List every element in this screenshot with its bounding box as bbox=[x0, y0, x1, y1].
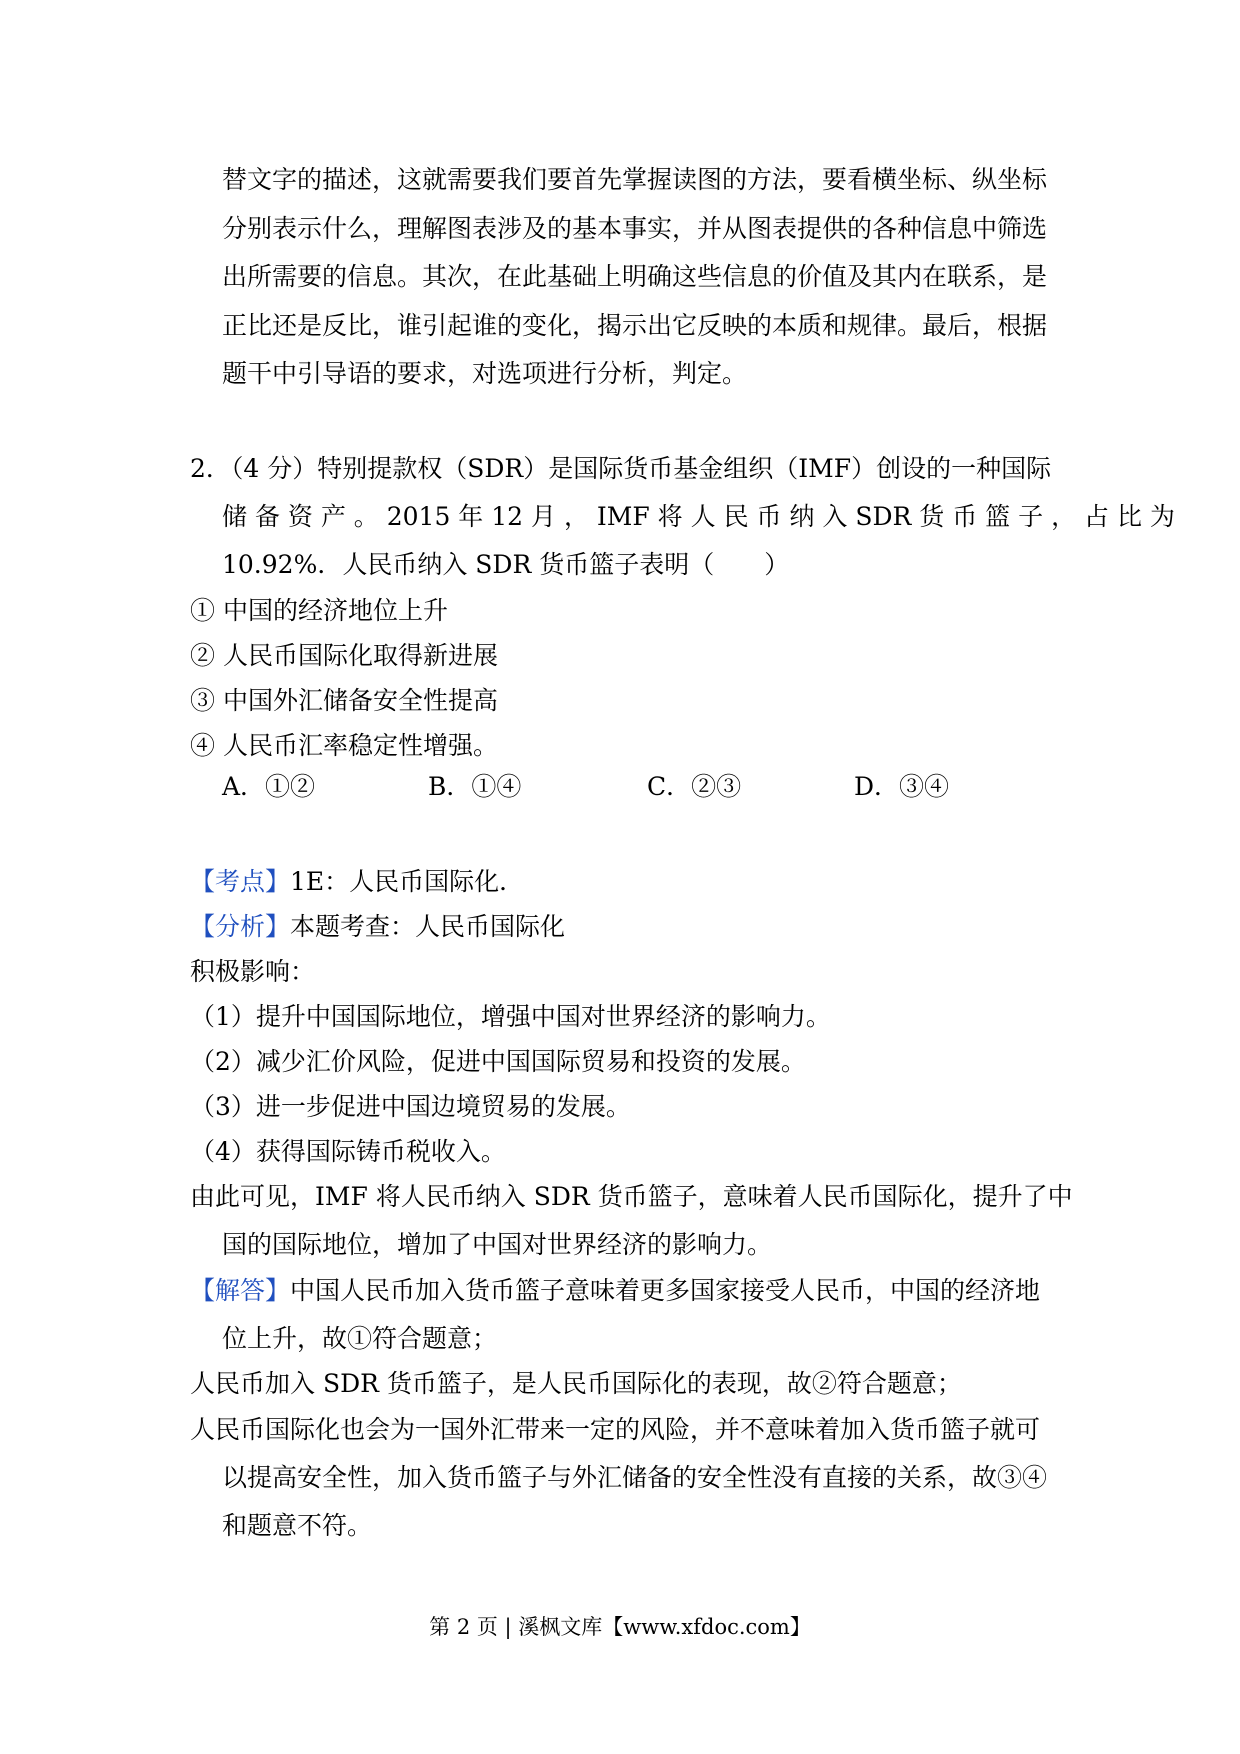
jieda-line: 人民币加入 SDR 货币篮子，是人民币国际化的表现，故②符合题意； bbox=[190, 1369, 962, 1398]
question-stem-line: 2．（4 分）特别提款权（SDR）是国际货币基金组织（IMF）创设的一种国际 bbox=[190, 454, 1052, 483]
question-item: ① 中国的经济地位上升 bbox=[190, 596, 448, 625]
analysis-line: （2）减少汇价风险，促进中国国际贸易和投资的发展。 bbox=[190, 1047, 806, 1076]
analysis-line: （4）获得国际铸币税收入。 bbox=[190, 1137, 506, 1166]
fenxi-line bbox=[190, 910, 565, 944]
analysis-line: （3）进一步促进中国边境贸易的发展。 bbox=[190, 1092, 631, 1121]
question-item: ② 人民币国际化取得新进展 bbox=[190, 641, 498, 670]
option-a: A．①② bbox=[222, 772, 316, 801]
option-c: C．②③ bbox=[647, 772, 742, 801]
intro-line: 分别表示什么，理解图表涉及的基本事实，并从图表提供的各种信息中筛选 bbox=[222, 214, 1048, 243]
intro-line: 题干中引导语的要求，对选项进行分析，判定。 bbox=[222, 359, 748, 388]
kaodian-text: 1E：人民币国际化． bbox=[290, 867, 525, 896]
analysis-line: （1）提升中国国际地位，增强中国对世界经济的影响力。 bbox=[190, 1002, 831, 1031]
conclusion-line: 国的国际地位，增加了中国对世界经济的影响力。 bbox=[222, 1230, 773, 1259]
question-stem-line: 10.92%．人民币纳入 SDR 货币篮子表明（ ） bbox=[222, 550, 790, 579]
conclusion-line: 由此可见，IMF 将人民币纳入 SDR 货币篮子，意味着人民币国际化，提升了中 bbox=[190, 1182, 1073, 1211]
fenxi-text: 本题考查：人民币国际化 bbox=[290, 912, 566, 941]
question-item: ③ 中国外汇储备安全性提高 bbox=[190, 686, 498, 715]
intro-line: 正比还是反比，谁引起谁的变化，揭示出它反映的本质和规律。最后，根据 bbox=[222, 311, 1048, 340]
jieda-line: 人民币国际化也会为一国外汇带来一定的风险，并不意味着加入货币篮子就可 bbox=[190, 1415, 1041, 1444]
jieda-line: 以提高安全性，加入货币篮子与外汇储备的安全性没有直接的关系，故③④ bbox=[222, 1463, 1048, 1492]
answer-options bbox=[222, 770, 1022, 810]
question-stem-line: 储 备 资 产 。 2015 年 12 月 ， IMF 将 人 民 币 纳 入 SDR 货 币 篮 子 ， 占 比 为 bbox=[222, 502, 1175, 531]
fenxi-tag: 【分析】 bbox=[190, 912, 291, 941]
kaodian-line bbox=[190, 865, 524, 899]
jieda-line: 位上升，故①符合题意； bbox=[222, 1324, 498, 1353]
intro-line: 替文字的描述，这就需要我们要首先掌握读图的方法，要看横坐标、纵坐标 bbox=[222, 165, 1048, 194]
jieda-first-text: 中国人民币加入货币篮子意味着更多国家接受人民币，中国的经济地 bbox=[290, 1276, 1041, 1305]
analysis-line: 积极影响： bbox=[190, 957, 316, 986]
jieda-line bbox=[190, 1274, 1040, 1308]
intro-line: 出所需要的信息。其次，在此基础上明确这些信息的价值及其内在联系，是 bbox=[222, 262, 1048, 291]
jieda-tag: 【解答】 bbox=[190, 1276, 291, 1305]
option-d: D．③④ bbox=[854, 772, 950, 801]
kaodian-tag: 【考点】 bbox=[190, 867, 291, 896]
jieda-line: 和题意不符。 bbox=[222, 1511, 373, 1540]
question-item: ④ 人民币汇率稳定性增强。 bbox=[190, 731, 498, 760]
option-b: B．①④ bbox=[428, 772, 522, 801]
page-footer: 第 2 页 | 溪枫文库【www.xfdoc.com】 bbox=[429, 1615, 811, 1639]
